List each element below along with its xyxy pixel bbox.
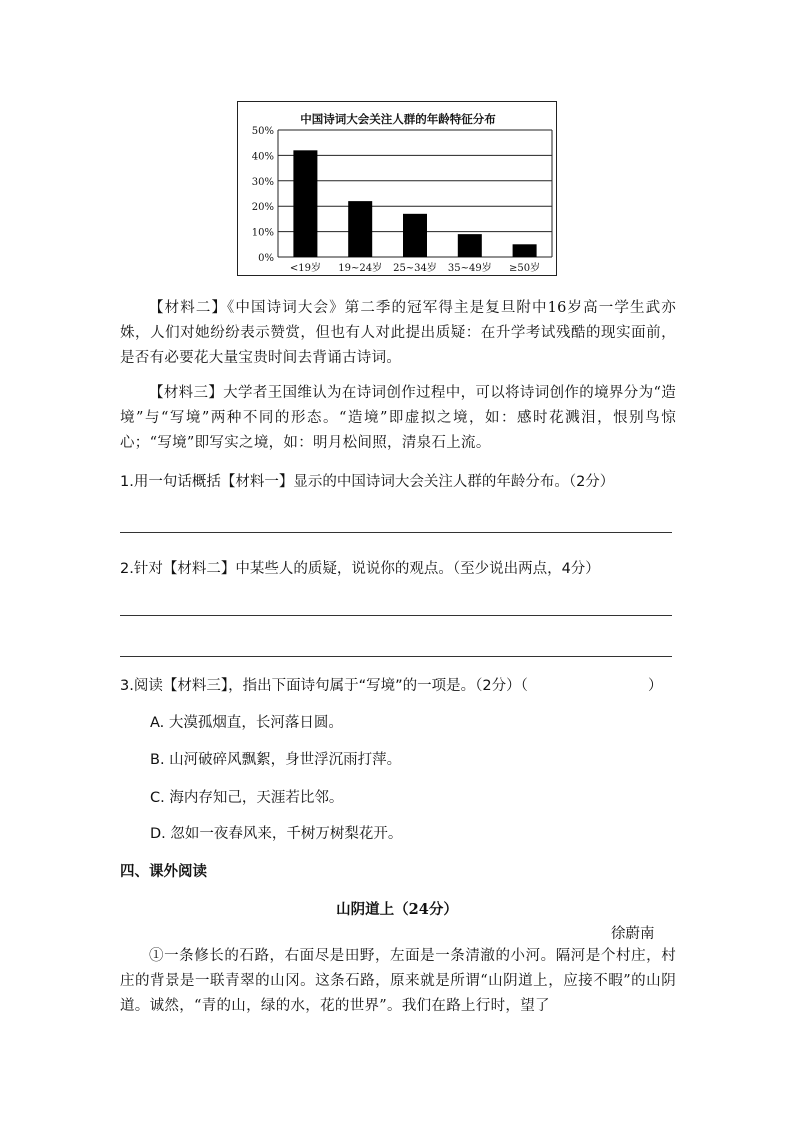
age-distribution-chart [237, 101, 557, 276]
question-2: 2.针对【材料二】中某些人的质疑，说说你的观点。（至少说出两点，4分） [120, 561, 600, 577]
y-tick-label: 40% [251, 151, 274, 163]
question-3-paren-close: ） [648, 678, 663, 694]
y-tick-label: 20% [251, 202, 274, 214]
bar [293, 150, 317, 257]
material-three-paragraph: 【材料三】大学者王国维认为在诗词创作过程中，可以将诗词创作的境界分为“造境”与“写境”两种不同的形态。“造境”即虚拟之境，如：感时花溅泪，恨别鸟惊心；“写境”即写实之境，如：明月松间照，清泉石上流。 [120, 385, 676, 451]
question-1: 1.用一句话概括【材料一】显示的中国诗词大会关注人群的年龄分布。（2分） [120, 474, 615, 490]
article-paragraph-1: ①一条修长的石路，右面尽是田野，左面是一条清澈的小河。隔河是个村庄，村庄的背景是一联青翠的山冈。这条石路，原来就是所谓“山阴道上，应接不暇”的山阴道。诚然，“青的山，绿的水，花的世界”。我们在路上行时，望了 [120, 948, 676, 1014]
section-heading: 四、课外阅读 [120, 864, 207, 880]
bar [458, 234, 482, 257]
x-tick-label: 19~24岁 [338, 263, 383, 274]
option-d[interactable]: D. 忽如一夜春风来，千树万树梨花开。 [150, 826, 403, 842]
bar [348, 201, 372, 257]
answer-line-1[interactable] [120, 532, 672, 533]
y-tick-label: 10% [251, 227, 274, 239]
x-tick-label: 25~34岁 [393, 263, 437, 274]
chart-svg [238, 102, 558, 277]
question-3: 3.阅读【材料三】，指出下面诗句属于“写境”的一项是。（2分）（ [120, 678, 528, 694]
bar [513, 244, 537, 257]
x-tick-label: 35~49岁 [447, 263, 492, 274]
option-b[interactable]: B. 山河破碎风飘絮，身世浮沉雨打萍。 [150, 752, 402, 768]
x-tick-label: ≥50岁 [509, 263, 541, 274]
y-tick-label: 0% [258, 253, 274, 264]
y-tick-label: 50% [251, 126, 274, 137]
bar [403, 214, 427, 257]
option-c[interactable]: C. 海内存知己，天涯若比邻。 [150, 790, 344, 806]
x-tick-label: <19岁 [289, 263, 321, 274]
y-tick-label: 30% [251, 176, 274, 188]
answer-line-2a[interactable] [120, 615, 672, 616]
material-two-paragraph: 【材料二】《中国诗词大会》第二季的冠军得主是复旦附中16岁高一学生武亦姝，人们对她纷纷表示赞赏，但也有人对此提出质疑：在升学考试残酷的现实面前，是否有必要花大量宝贵时间去背诵古诗词。 [120, 300, 676, 366]
option-a[interactable]: A. 大漠孤烟直，长河落日圆。 [150, 715, 343, 731]
article-title: 山阴道上（24分） [336, 901, 458, 918]
chart-title: 中国诗词大会关注人群的年龄特征分布 [300, 112, 496, 126]
answer-line-2b[interactable] [120, 656, 672, 657]
article-author: 徐蔚南 [611, 926, 655, 942]
